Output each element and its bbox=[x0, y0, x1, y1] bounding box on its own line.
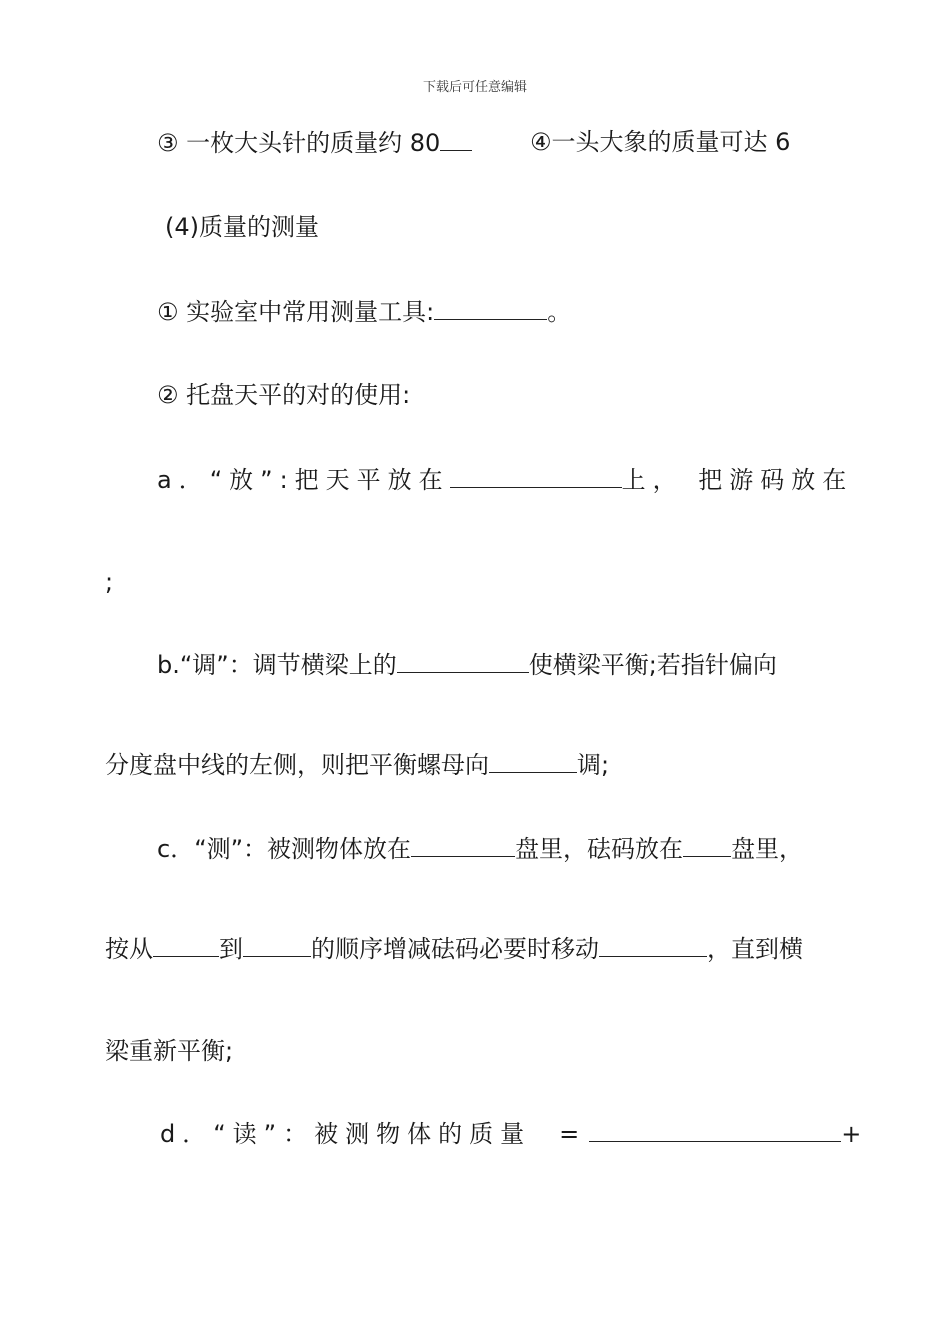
line-measure bbox=[157, 832, 803, 865]
page-header: 下载后可任意编辑 bbox=[422, 80, 527, 95]
read-plus: + bbox=[841, 1120, 862, 1148]
order-text-4: ，直到横 bbox=[707, 935, 803, 963]
measure-text-2: 盘里，砝码放在 bbox=[515, 835, 684, 863]
blank-nut-direction bbox=[489, 748, 577, 773]
place-text: a．“放”:把天平放在 bbox=[157, 466, 450, 494]
blank-move-part bbox=[599, 932, 707, 957]
blank-pin-unit bbox=[440, 126, 472, 151]
line-place bbox=[157, 463, 853, 496]
elephant-mass-text: ④一头大象的质量可达 6 bbox=[530, 128, 791, 156]
read-text: d．“读”：被测物体的质量 bbox=[160, 1120, 532, 1148]
pointer-left-end: 调; bbox=[577, 751, 610, 779]
blank-read-weights bbox=[589, 1117, 841, 1142]
line-lab-tool bbox=[157, 295, 571, 328]
blank-lab-tool bbox=[434, 295, 547, 320]
blank-place-surface bbox=[450, 463, 622, 488]
blank-adjust-part bbox=[397, 648, 529, 673]
line-semicolon: ; bbox=[105, 568, 114, 596]
line-rebalance: 梁重新平衡; bbox=[105, 1037, 234, 1065]
measure-text-3: 盘里， bbox=[731, 835, 804, 863]
adjust-text: b.“调”：调节横梁上的 bbox=[157, 651, 397, 679]
line-elephant-mass bbox=[530, 126, 790, 158]
pin-mass-text: ③ 一枚大头针的质量约 80 bbox=[157, 129, 441, 157]
line-order bbox=[105, 932, 803, 965]
blank-order-from bbox=[153, 932, 219, 957]
order-text-3: 的顺序增减砝码必要时移动 bbox=[311, 935, 599, 963]
line-balance-usage: ② 托盘天平的对的使用: bbox=[157, 381, 411, 409]
line-pin-mass bbox=[157, 126, 472, 159]
place-text-2: 上， 把游码放在 bbox=[621, 466, 854, 494]
line-adjust bbox=[157, 648, 777, 681]
order-text: 按从 bbox=[105, 935, 153, 963]
section-heading-mass-measurement: (4)质量的测量 bbox=[165, 213, 319, 241]
blank-order-to bbox=[243, 932, 311, 957]
lab-tool-end: 。 bbox=[547, 298, 572, 326]
measure-text: c．“测”：被测物体放在 bbox=[157, 835, 412, 863]
order-text-2: 到 bbox=[219, 935, 243, 963]
pointer-left-text: 分度盘中线的左侧，则把平衡螺母向 bbox=[105, 751, 489, 779]
blank-weight-pan bbox=[683, 832, 731, 857]
blank-object-pan bbox=[411, 832, 515, 857]
read-equals: = bbox=[559, 1120, 580, 1148]
lab-tool-text: ① 实验室中常用测量工具: bbox=[157, 298, 435, 326]
line-pointer-left bbox=[105, 748, 609, 781]
adjust-text-2: 使横梁平衡;若指针偏向 bbox=[528, 651, 777, 679]
line-read bbox=[160, 1117, 861, 1150]
